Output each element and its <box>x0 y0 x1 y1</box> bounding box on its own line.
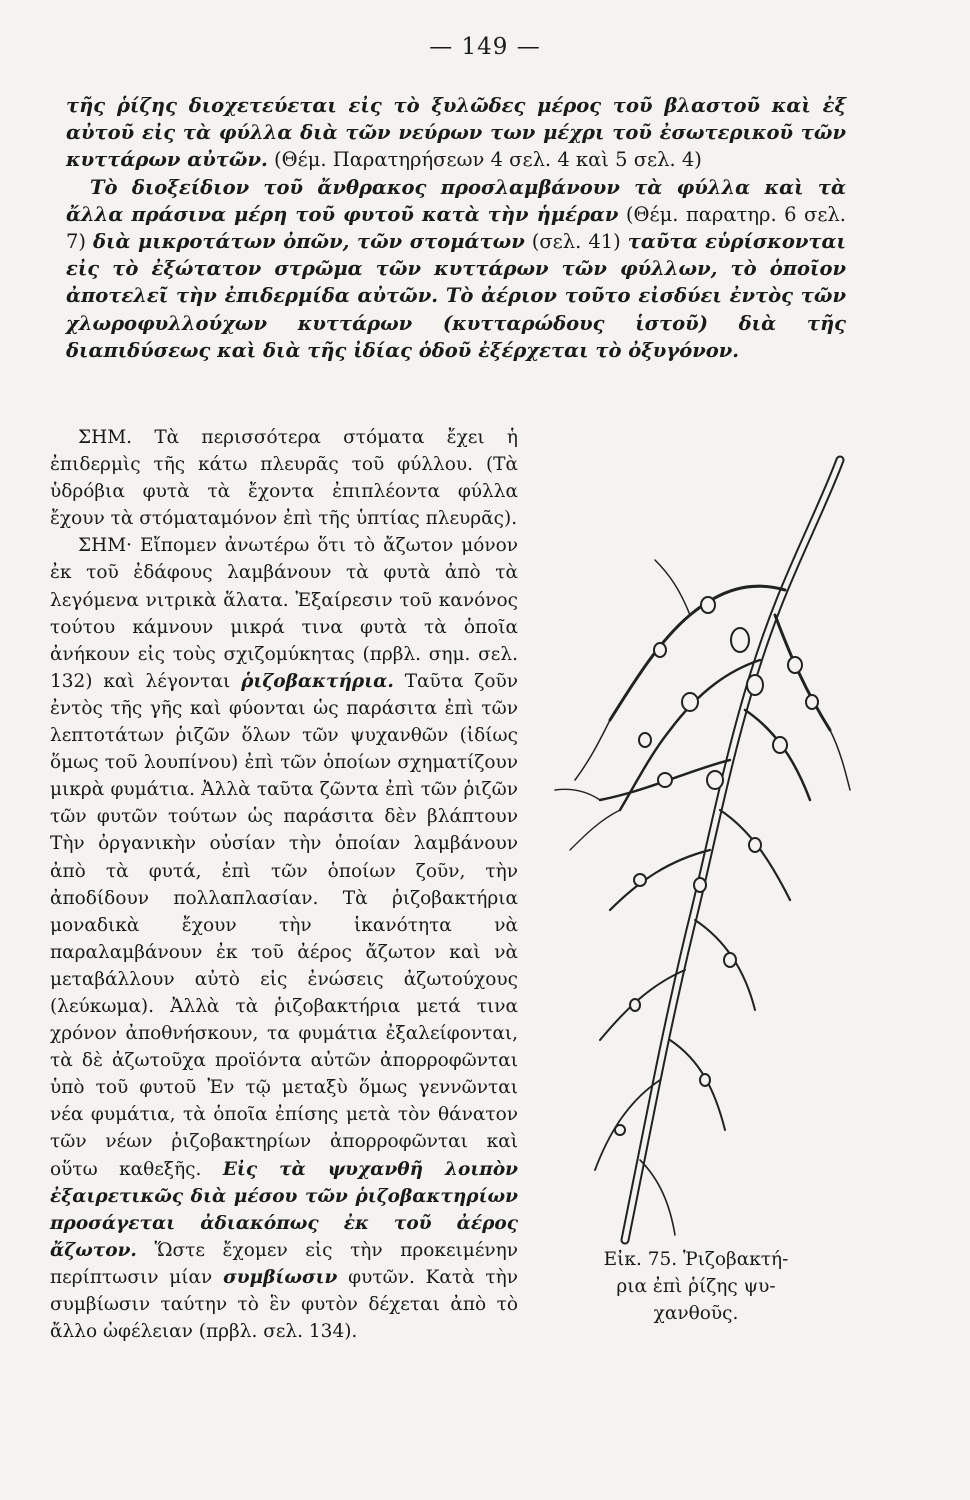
page-number: — 149 — <box>429 34 541 60</box>
intro-p2-lead-a: Τὸ διοξείδιον τοῦ ἄνθρακος προσλαμβάνουν τὰ φύλλα καὶ τὰ ἄλλα πράσινα μέρη τοῦ φυτοῦ κατὰ τὴν ἡμέραν <box>66 175 846 226</box>
note-1-text: Τὰ περισσότερα στόματα ἔχει ἡ ἐπιδερμὶς τῆς κάτω πλευρᾶς τοῦ φύλλου. (Τὰ ὑδρόβια φυτὰ τὰ ἔχοντα ἐπιπλέοντα φύλλα ἔχουν τὰ στόματαμόνον ἐπὶ τῆς ὑπτίας πλευρᾶς). <box>50 427 518 530</box>
note-2-text-d: φυτῶν. Κατὰ τὴν συμβίωσιν ταύτην τὸ ἓν φυτὸν δέχεται ἀπὸ τὸ ἄλλο ὠφέλειαν (πρβλ. σελ. 134). <box>50 1266 518 1343</box>
root-with-nodules-illustration-icon <box>540 440 870 1250</box>
note-2-text-b: Ταῦτα ζοῦν ἐντὸς τῆς γῆς καὶ φύονται ὡς παράσιτα ἐπὶ τῶν λεπτοτάτων ῥιζῶν ὅλων τῶν ψυχανθῶν (ἰδίως ὅμως τοῦ λουπίνου) ἐπὶ τῶν ὁποίων σχηματίζουν μικρὰ φυμάτια. Ἀλλὰ ταῦτα ζῶντα ἐπὶ τῶν ῥιζῶν τῶν φυτῶν τούτων ὡς παράσιτα δὲν βλάπτουν Τὴν ὀργανικὴν οὐσίαν τὴν ὁποίαν λαμβάνουν ἀπὸ τὰ φυτά, ἐπὶ τῶν ὁποίων ζοῦν, τὴν ἀποδίδουν πολλαπλασίαν. Τὰ ῥιζοβακτήρια μοναδικὰ ἔχουν τὴν ἱκανότητα νὰ παραλαμβάνουν ἐκ τοῦ ἀέρος ἄζωτον καὶ νὰ μεταβάλλουν αὐτὸ εἰς ἐνώσεις ἀζωτούχους (λεύκωμα). Ἀλλὰ τὰ ῥιζοβακτήρια μετά τινα χρόνον ἀποθνήσκουν, τα φυμάτια ἐξαλείφονται, τὰ δὲ ἀζωτοῦχα προϊόντα αὐτῶν ἀπορροφῶνται ὑπὸ τοῦ φυτοῦ Ἐν τῷ μεταξὺ ὅμως γεννῶνται νέα φυμάτια, τὰ ὁποῖα ἐπίσης μετὰ τὸν θάνατον τῶν νέων ῥιζοβακτηρίων ἀπορροφῶνται καὶ οὕτω καθεξῆς. <box>50 670 518 1180</box>
intro-p2-lead-c: ταῦτα εὑρίσκονται εἰς τὸ ἐξώτατον στρῶμα τῶν κυττάρων τῶν φύλλων, τὸ ὁποῖον ἀποτελεῖ τὴν ἐπιδερμίδα αὐτῶν. Τὸ ἀέριον τοῦτο εἰσδύει ἐντὸς τῶν χλωροφυλλούχων κυττάρων (κυτταρώδους ἱστοῦ) διὰ τῆς διαπιδύσεως καὶ διὰ τῆς ἰδίας ὁδοῦ ἐξέρχεται τὸ ὀξυγόνον. <box>66 230 846 362</box>
intro-p1-lead: τῆς ῥίζης διοχετεύεται εἰς τὸ ξυλῶδες μέρος τοῦ βλαστοῦ καὶ ἐξ αὐτοῦ εἰς τὰ φύλλα διὰ τῶν νεύρων των μέχρι τοῦ ἐσωτερικοῦ τῶν κυττάρων αὐτῶν. <box>66 94 846 172</box>
figure-caption <box>586 1246 806 1327</box>
note-2-emph-a: ῥιζοβακτήρια. <box>241 670 394 692</box>
intro-p1-ref: (Θέμ. Παρατηρήσεων 4 σελ. 4 καὶ 5 σελ. 4) <box>267 148 702 172</box>
note-2-label: ΣΗΜ· <box>78 535 133 557</box>
intro-text <box>66 92 846 364</box>
note-2 <box>50 532 518 1345</box>
intro-paragraph-2 <box>66 174 846 364</box>
note-2-emph-b: Εἰς τὰ ψυχανθῆ λοιπὸν ἐξαιρετικῶς διὰ μέσου τῶν ῥιζοβακτηρίων προσάγεται ἀδιακόπως ἐκ τοῦ ἀέρος ἄζωτον. <box>50 1158 518 1261</box>
caption-line-3: χανθοῦς. <box>653 1303 739 1324</box>
intro-p2-lead-b: διὰ μικροτάτων ὀπῶν, τῶν στομάτων <box>93 230 525 254</box>
root-nodules-figure <box>540 440 870 1250</box>
intro-paragraph-1 <box>66 92 846 174</box>
note-2-text-a: Εἴπομεν ἀνωτέρω ὅτι τὸ ἄζωτον μόνον ἐκ τοῦ ἐδάφους λαμβάνουν τὰ φυτὰ ἀπὸ τὰ λεγόμενα νιτρικὰ ἅλατα. Ἐξαίρεσιν τοῦ κανόνος τούτου κάμνουν μικρά τινα φυτὰ τὰ ὁποῖα ἀνήκουν εἰς τοὺς σχιζομύκητας (πρβλ. σημ. σελ. 132) καὶ λέγονται <box>50 535 518 692</box>
note-2-emph-c: συμβίωσιν <box>223 1266 338 1288</box>
note-1-label: ΣΗΜ. <box>78 427 133 448</box>
intro-p2-ref-a: (Θέμ. παρατηρ. 6 σελ. 7) <box>66 202 846 254</box>
note-1 <box>50 424 518 532</box>
caption-line-2: ρια ἐπὶ ῥίζης ψυ- <box>616 1276 776 1297</box>
notes-column <box>50 424 518 1345</box>
caption-line-1: Εἰκ. 75. Ῥιζοβακτή- <box>603 1249 789 1270</box>
intro-p2-ref-b: (σελ. 41) <box>524 230 628 254</box>
note-2-text-c: Ὥστε ἔχομεν εἰς τὴν προκειμένην περίπτωσιν μίαν <box>50 1239 518 1288</box>
